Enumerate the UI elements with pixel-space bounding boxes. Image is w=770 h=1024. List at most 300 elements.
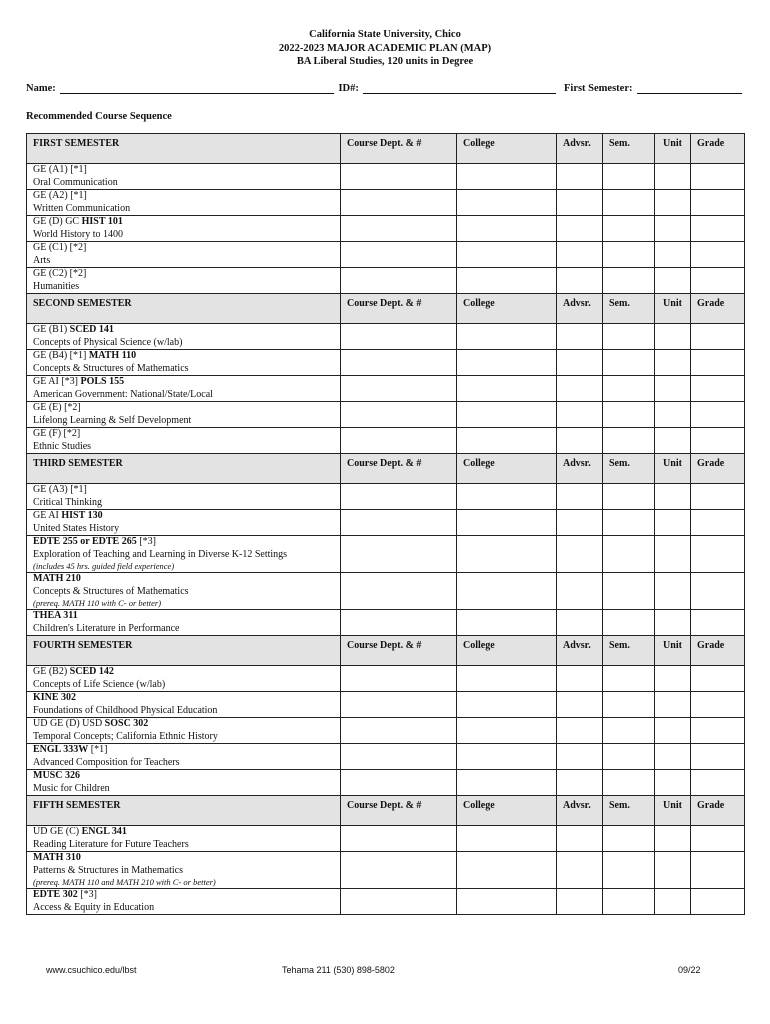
course-cell	[27, 744, 341, 770]
advisor-cell[interactable]	[557, 324, 603, 350]
grade-cell[interactable]	[691, 324, 745, 350]
grade-cell[interactable]	[691, 826, 745, 852]
course-cell	[27, 350, 341, 376]
col-header-unit: Unit	[655, 796, 691, 826]
course-row	[27, 190, 745, 216]
grade-cell[interactable]	[691, 484, 745, 510]
course-code	[33, 718, 334, 731]
advisor-cell[interactable]	[557, 376, 603, 402]
unit-cell[interactable]	[655, 484, 691, 510]
course-code-prefix: GE AI [*3]	[33, 376, 81, 387]
course-code	[33, 826, 334, 839]
course-row	[27, 744, 745, 770]
col-header-college: College	[457, 134, 557, 164]
col-header-semester: Sem.	[603, 454, 655, 484]
course-row	[27, 718, 745, 744]
course-code	[33, 573, 334, 586]
grade-cell[interactable]	[691, 573, 745, 610]
course-cell	[27, 610, 341, 636]
dept-cell[interactable]	[341, 889, 457, 915]
unit-cell[interactable]	[655, 852, 691, 889]
course-code	[33, 536, 334, 549]
degree-title: BA Liberal Studies, 120 units in Degree	[296, 56, 474, 67]
college-cell[interactable]	[457, 428, 557, 454]
unit-cell[interactable]	[655, 718, 691, 744]
course-code-number: ENGL 341	[81, 826, 127, 837]
unit-cell[interactable]	[655, 428, 691, 454]
course-row	[27, 852, 745, 889]
course-description: Critical Thinking	[33, 496, 102, 508]
course-row	[27, 826, 745, 852]
college-cell[interactable]	[457, 666, 557, 692]
dept-cell[interactable]	[341, 402, 457, 428]
college-cell[interactable]	[457, 164, 557, 190]
semester-header-row	[27, 134, 745, 164]
semester-cell[interactable]	[603, 350, 655, 376]
unit-cell[interactable]	[655, 350, 691, 376]
course-row	[27, 666, 745, 692]
unit-cell[interactable]	[655, 826, 691, 852]
col-header-college: College	[457, 796, 557, 826]
grade-cell[interactable]	[691, 268, 745, 294]
first-semester-label: First Semester:	[563, 83, 633, 94]
dept-cell[interactable]	[341, 216, 457, 242]
course-code	[33, 852, 334, 865]
name-label: Name:	[26, 83, 56, 94]
course-row	[27, 242, 745, 268]
college-cell[interactable]	[457, 573, 557, 610]
course-description: Children's Literature in Performance	[33, 622, 180, 634]
advisor-cell[interactable]	[557, 692, 603, 718]
semester-cell[interactable]	[603, 536, 655, 573]
course-description: American Government: National/State/Local	[33, 388, 213, 400]
course-row	[27, 610, 745, 636]
advisor-cell[interactable]	[557, 826, 603, 852]
course-description: Temporal Concepts; California Ethnic History	[33, 730, 218, 742]
grade-cell[interactable]	[691, 242, 745, 268]
course-code-suffix: [*3]	[136, 536, 156, 547]
college-cell[interactable]	[457, 190, 557, 216]
advisor-cell[interactable]	[557, 889, 603, 915]
col-header-dept: Course Dept. & #	[341, 134, 457, 164]
semester-cell[interactable]	[603, 402, 655, 428]
course-cell	[27, 242, 341, 268]
course-description: Oral Communication	[33, 176, 118, 188]
course-note: (prereq. MATH 110 and MATH 210 with C- or better)	[33, 877, 216, 887]
course-code-number: ENGL 333W	[33, 744, 89, 755]
grade-cell[interactable]	[691, 692, 745, 718]
course-description: Humanities	[33, 280, 80, 292]
course-code	[33, 350, 334, 363]
course-description: Access & Equity in Education	[33, 901, 155, 913]
course-code-number: HIST 130	[61, 510, 103, 521]
unit-cell[interactable]	[655, 889, 691, 915]
dept-cell[interactable]	[341, 268, 457, 294]
college-cell[interactable]	[457, 242, 557, 268]
dept-cell[interactable]	[341, 718, 457, 744]
course-row	[27, 536, 745, 573]
advisor-cell[interactable]	[557, 428, 603, 454]
course-description: Written Communication	[33, 202, 131, 214]
advisor-cell[interactable]	[557, 164, 603, 190]
grade-cell[interactable]	[691, 610, 745, 636]
college-cell[interactable]	[457, 268, 557, 294]
col-header-advisor: Advsr.	[557, 454, 603, 484]
id-label: ID#:	[338, 83, 359, 94]
name-field[interactable]	[60, 83, 335, 94]
grade-cell[interactable]	[691, 510, 745, 536]
grade-cell[interactable]	[691, 216, 745, 242]
course-description: Concepts & Structures of Mathematics	[33, 585, 189, 597]
college-cell[interactable]	[457, 536, 557, 573]
dept-cell[interactable]	[341, 744, 457, 770]
advisor-cell[interactable]	[557, 770, 603, 796]
unit-cell[interactable]	[655, 744, 691, 770]
col-header-advisor: Advsr.	[557, 294, 603, 324]
footer-website: www.csuchico.edu/lbst	[46, 965, 137, 975]
col-header-dept: Course Dept. & #	[341, 636, 457, 666]
college-cell[interactable]	[457, 692, 557, 718]
grade-cell[interactable]	[691, 376, 745, 402]
course-row	[27, 428, 745, 454]
semester-header-row	[27, 796, 745, 826]
semester-cell[interactable]	[603, 573, 655, 610]
unit-cell[interactable]	[655, 268, 691, 294]
dept-cell[interactable]	[341, 324, 457, 350]
grade-cell[interactable]	[691, 536, 745, 573]
course-row	[27, 573, 745, 610]
semester-cell[interactable]	[603, 324, 655, 350]
grade-cell[interactable]	[691, 402, 745, 428]
col-header-unit: Unit	[655, 134, 691, 164]
course-code-prefix: UD GE (D) USD	[33, 718, 105, 729]
course-description: Arts	[33, 254, 51, 266]
unit-cell[interactable]	[655, 573, 691, 610]
course-cell	[27, 164, 341, 190]
col-header-advisor: Advsr.	[557, 636, 603, 666]
grade-cell[interactable]	[691, 852, 745, 889]
course-code	[33, 268, 334, 281]
course-row	[27, 350, 745, 376]
course-code-prefix: GE AI	[33, 510, 62, 521]
course-code-prefix: GE (D) GC	[33, 216, 82, 227]
course-cell	[27, 889, 341, 915]
course-code-prefix: GE (B2)	[33, 666, 70, 677]
semester-header-row	[27, 454, 745, 484]
advisor-cell[interactable]	[557, 190, 603, 216]
course-code-number: EDTE 255 or EDTE 265	[33, 536, 137, 547]
semester-cell[interactable]	[603, 889, 655, 915]
course-cell	[27, 536, 341, 573]
course-row	[27, 216, 745, 242]
col-header-grade: Grade	[691, 796, 745, 826]
unit-cell[interactable]	[655, 376, 691, 402]
semester-cell[interactable]	[603, 666, 655, 692]
grade-cell[interactable]	[691, 666, 745, 692]
course-cell	[27, 852, 341, 889]
grade-cell[interactable]	[691, 190, 745, 216]
course-code	[33, 610, 334, 623]
section-title: Recommended Course Sequence	[26, 111, 172, 122]
college-cell[interactable]	[457, 826, 557, 852]
semester-title: FIFTH SEMESTER	[27, 796, 341, 826]
course-cell	[27, 573, 341, 610]
dept-cell[interactable]	[341, 242, 457, 268]
college-cell[interactable]	[457, 889, 557, 915]
course-code-number: MATH 310	[33, 852, 81, 863]
course-code-number: MUSC 326	[33, 770, 80, 781]
advisor-cell[interactable]	[557, 573, 603, 610]
course-cell	[27, 770, 341, 796]
advisor-cell[interactable]	[557, 610, 603, 636]
unit-cell[interactable]	[655, 666, 691, 692]
unit-cell[interactable]	[655, 190, 691, 216]
course-code	[33, 770, 334, 783]
semester-cell[interactable]	[603, 376, 655, 402]
dept-cell[interactable]	[341, 536, 457, 573]
course-cell	[27, 216, 341, 242]
dept-cell[interactable]	[341, 770, 457, 796]
col-header-dept: Course Dept. & #	[341, 796, 457, 826]
semester-cell[interactable]	[603, 164, 655, 190]
course-code-number: SOSC 302	[104, 718, 149, 729]
semester-cell[interactable]	[603, 692, 655, 718]
grade-cell[interactable]	[691, 164, 745, 190]
course-description: World History to 1400	[33, 228, 124, 240]
advisor-cell[interactable]	[557, 268, 603, 294]
dept-cell[interactable]	[341, 376, 457, 402]
advisor-cell[interactable]	[557, 242, 603, 268]
unit-cell[interactable]	[655, 692, 691, 718]
course-row	[27, 324, 745, 350]
col-header-advisor: Advsr.	[557, 134, 603, 164]
course-description: Exploration of Teaching and Learning in Diverse K-12 Settings	[33, 548, 288, 560]
course-code	[33, 164, 334, 177]
course-note: (prereq. MATH 110 with C- or better)	[33, 598, 162, 608]
college-cell[interactable]	[457, 744, 557, 770]
col-header-college: College	[457, 294, 557, 324]
advisor-cell[interactable]	[557, 510, 603, 536]
course-description: Lifelong Learning & Self Development	[33, 414, 192, 426]
advisor-cell[interactable]	[557, 666, 603, 692]
course-code-prefix: GE (F) [*2]	[33, 428, 81, 439]
course-cell	[27, 190, 341, 216]
semester-cell[interactable]	[603, 744, 655, 770]
semester-header-row	[27, 636, 745, 666]
col-header-unit: Unit	[655, 636, 691, 666]
college-cell[interactable]	[457, 718, 557, 744]
college-cell[interactable]	[457, 610, 557, 636]
col-header-grade: Grade	[691, 636, 745, 666]
course-code	[33, 889, 334, 902]
semester-cell[interactable]	[603, 852, 655, 889]
col-header-semester: Sem.	[603, 796, 655, 826]
course-code	[33, 376, 334, 389]
grade-cell[interactable]	[691, 350, 745, 376]
col-header-unit: Unit	[655, 454, 691, 484]
course-row	[27, 164, 745, 190]
course-code-number: KINE 302	[33, 692, 77, 703]
course-code	[33, 510, 334, 523]
course-cell	[27, 692, 341, 718]
course-cell	[27, 324, 341, 350]
col-header-dept: Course Dept. & #	[341, 294, 457, 324]
first-semester-field[interactable]	[637, 83, 743, 94]
semester-cell[interactable]	[603, 242, 655, 268]
course-code-prefix: GE (A1) [*1]	[33, 164, 87, 175]
footer-date: 09/22	[678, 965, 701, 975]
semester-cell[interactable]	[603, 510, 655, 536]
course-code-prefix: GE (B4) [*1]	[33, 350, 89, 361]
semester-cell[interactable]	[603, 610, 655, 636]
semester-cell[interactable]	[603, 484, 655, 510]
semester-cell[interactable]	[603, 190, 655, 216]
advisor-cell[interactable]	[557, 484, 603, 510]
course-description: Foundations of Childhood Physical Education	[33, 704, 218, 716]
unit-cell[interactable]	[655, 610, 691, 636]
course-code-number: EDTE 302	[33, 889, 78, 900]
grade-cell[interactable]	[691, 744, 745, 770]
dept-cell[interactable]	[341, 852, 457, 889]
dept-cell[interactable]	[341, 573, 457, 610]
dept-cell[interactable]	[341, 428, 457, 454]
semester-cell[interactable]	[603, 718, 655, 744]
course-description: Concepts & Structures of Mathematics	[33, 362, 189, 374]
course-cell	[27, 510, 341, 536]
course-description: Reading Literature for Future Teachers	[33, 838, 189, 850]
course-row	[27, 889, 745, 915]
semester-title: FOURTH SEMESTER	[27, 636, 341, 666]
unit-cell[interactable]	[655, 510, 691, 536]
course-code-prefix: GE (A2) [*1]	[33, 190, 87, 201]
course-code-prefix: GE (E) [*2]	[33, 402, 81, 413]
course-code-number: SCED 141	[69, 324, 114, 335]
course-code	[33, 190, 334, 203]
course-code	[33, 216, 334, 229]
dept-cell[interactable]	[341, 826, 457, 852]
college-cell[interactable]	[457, 484, 557, 510]
id-field[interactable]	[363, 83, 556, 94]
semester-cell[interactable]	[603, 770, 655, 796]
unit-cell[interactable]	[655, 770, 691, 796]
course-row	[27, 376, 745, 402]
course-cell	[27, 718, 341, 744]
semester-cell[interactable]	[603, 428, 655, 454]
dept-cell[interactable]	[341, 164, 457, 190]
college-cell[interactable]	[457, 402, 557, 428]
dept-cell[interactable]	[341, 610, 457, 636]
dept-cell[interactable]	[341, 350, 457, 376]
advisor-cell[interactable]	[557, 718, 603, 744]
col-header-college: College	[457, 454, 557, 484]
course-code-prefix: GE (A3) [*1]	[33, 484, 87, 495]
col-header-grade: Grade	[691, 134, 745, 164]
grade-cell[interactable]	[691, 718, 745, 744]
college-cell[interactable]	[457, 350, 557, 376]
footer-phone: Tehama 211 (530) 898-5802	[282, 965, 395, 975]
course-code-number: MATH 210	[33, 573, 81, 584]
college-cell[interactable]	[457, 510, 557, 536]
college-cell[interactable]	[457, 216, 557, 242]
course-cell	[27, 826, 341, 852]
college-cell[interactable]	[457, 770, 557, 796]
course-code-number: MATH 110	[88, 350, 137, 361]
dept-cell[interactable]	[341, 190, 457, 216]
course-code-number: POLS 155	[80, 376, 125, 387]
course-code-prefix: GE (C1) [*2]	[33, 242, 87, 253]
dept-cell[interactable]	[341, 692, 457, 718]
advisor-cell[interactable]	[557, 744, 603, 770]
col-header-grade: Grade	[691, 294, 745, 324]
course-cell	[27, 376, 341, 402]
unit-cell[interactable]	[655, 324, 691, 350]
course-code	[33, 692, 334, 705]
college-cell[interactable]	[457, 376, 557, 402]
col-header-semester: Sem.	[603, 294, 655, 324]
semester-cell[interactable]	[603, 216, 655, 242]
course-code-suffix: [*1]	[88, 744, 108, 755]
advisor-cell[interactable]	[557, 402, 603, 428]
course-code	[33, 428, 334, 441]
course-description: Patterns & Structures in Mathematics	[33, 864, 183, 876]
dept-cell[interactable]	[341, 666, 457, 692]
col-header-unit: Unit	[655, 294, 691, 324]
grade-cell[interactable]	[691, 889, 745, 915]
unit-cell[interactable]	[655, 402, 691, 428]
unit-cell[interactable]	[655, 242, 691, 268]
college-cell[interactable]	[457, 324, 557, 350]
unit-cell[interactable]	[655, 536, 691, 573]
course-row	[27, 268, 745, 294]
advisor-cell[interactable]	[557, 536, 603, 573]
course-code-prefix: GE (C2) [*2]	[33, 268, 87, 279]
course-code	[33, 242, 334, 255]
col-header-semester: Sem.	[603, 636, 655, 666]
unit-cell[interactable]	[655, 216, 691, 242]
course-cell	[27, 666, 341, 692]
document-header	[0, 28, 770, 69]
semester-cell[interactable]	[603, 826, 655, 852]
dept-cell[interactable]	[341, 510, 457, 536]
university-name: California State University, Chico	[309, 29, 461, 40]
course-code-prefix: UD GE (C)	[33, 826, 82, 837]
advisor-cell[interactable]	[557, 852, 603, 889]
col-header-college: College	[457, 636, 557, 666]
course-cell	[27, 402, 341, 428]
grade-cell[interactable]	[691, 428, 745, 454]
grade-cell[interactable]	[691, 770, 745, 796]
course-description: Concepts of Life Science (w/lab)	[33, 678, 166, 690]
unit-cell[interactable]	[655, 164, 691, 190]
course-code-number: SCED 142	[69, 666, 114, 677]
dept-cell[interactable]	[341, 484, 457, 510]
course-code-number: THEA 311	[33, 610, 78, 621]
course-row	[27, 484, 745, 510]
semester-header-row	[27, 294, 745, 324]
col-header-grade: Grade	[691, 454, 745, 484]
col-header-dept: Course Dept. & #	[341, 454, 457, 484]
course-row	[27, 692, 745, 718]
course-description: Advanced Composition for Teachers	[33, 756, 180, 768]
course-note: (includes 45 hrs. guided field experience)	[33, 561, 175, 571]
semester-cell[interactable]	[603, 268, 655, 294]
advisor-cell[interactable]	[557, 216, 603, 242]
col-header-semester: Sem.	[603, 134, 655, 164]
course-code	[33, 744, 334, 757]
advisor-cell[interactable]	[557, 350, 603, 376]
college-cell[interactable]	[457, 852, 557, 889]
student-info-row	[26, 83, 742, 94]
